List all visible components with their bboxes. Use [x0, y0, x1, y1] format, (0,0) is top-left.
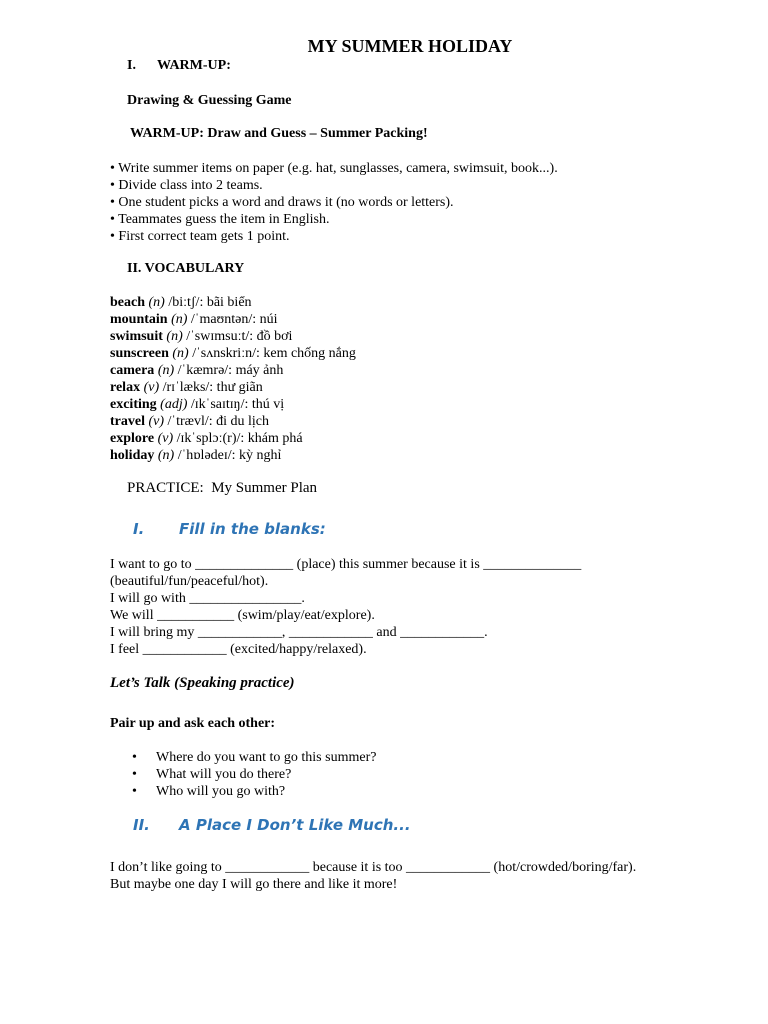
vocab-word: relax — [110, 380, 141, 395]
vocab-word: exciting — [110, 397, 157, 412]
practice-title: My Summer Plan — [211, 480, 318, 496]
vocab-def: /ˈtrævl/: đi du lịch — [164, 414, 270, 429]
dislike-title: A Place I Don’t Like Much... — [179, 816, 411, 834]
dislike-heading — [133, 816, 411, 834]
vocab-pos: (v) — [143, 380, 160, 395]
dislike-line: But maybe one day I will go there and like it more! — [110, 877, 398, 892]
vocab-word: holiday — [110, 448, 155, 463]
warmup-heading — [127, 58, 231, 74]
dislike-body — [110, 859, 636, 893]
warmup-step: • One student picks a word and draws it (no words or letters). — [110, 195, 454, 210]
vocab-pos: (n) — [157, 363, 175, 378]
vocab-pos: (v) — [148, 414, 165, 429]
dislike-num: II. — [133, 816, 150, 834]
fill-blank-line: We will ___________ (swim/play/eat/explore). — [110, 608, 375, 623]
vocab-item — [110, 379, 356, 396]
speaking-question: • What will you do there? — [110, 766, 376, 783]
vocab-word: beach — [110, 295, 145, 310]
vocab-pos: (n) — [166, 329, 183, 344]
vocab-word: mountain — [110, 312, 168, 327]
fill-blank-line: I will go with ________________. — [110, 591, 305, 606]
vocab-word: travel — [110, 414, 145, 429]
vocab-pos: (n) — [171, 312, 188, 327]
speaking-question: • Who will you go with? — [110, 783, 376, 800]
vocab-item — [110, 430, 356, 447]
vocab-pos: (n) — [157, 448, 175, 463]
warmup-step: • First correct team gets 1 point. — [110, 229, 290, 244]
speaking-question: • Where do you want to go this summer? — [110, 749, 376, 766]
fill-blanks-body — [110, 556, 581, 658]
vocab-word: sunscreen — [110, 346, 169, 361]
fill-blanks-num: I. — [133, 520, 145, 538]
fill-blank-line: I feel ____________ (excited/happy/relaxed). — [110, 642, 367, 657]
practice-heading — [127, 480, 317, 497]
vocab-pos: (adj) — [160, 397, 188, 412]
warmup-step: • Divide class into 2 teams. — [110, 178, 263, 193]
vocab-def: /ˈswɪmsuːt/: đồ bơi — [182, 329, 293, 344]
vocab-def: /ˈhɒlədeɪ/: kỳ nghỉ — [174, 448, 282, 463]
vocab-def: /rɪˈlæks/: thư giãn — [159, 380, 263, 395]
speaking-questions — [110, 749, 376, 800]
vocab-item — [110, 362, 356, 379]
vocabulary-list — [110, 294, 356, 464]
vocab-pos: (n) — [148, 295, 165, 310]
vocab-item — [110, 447, 356, 464]
vocab-item — [110, 345, 356, 362]
vocab-def: /ˈkæmrə/: máy ảnh — [174, 363, 284, 378]
speaking-heading: Let’s Talk (Speaking practice) — [110, 675, 295, 691]
dislike-line: I don’t like going to ____________ because it is too ____________ (hot/crowded/boring/far). — [110, 860, 637, 875]
fill-blank-line: I want to go to ______________ (place) this summer because it is ______________ — [110, 557, 582, 572]
warmup-heading-num: I. — [127, 58, 136, 73]
vocabulary-heading: II. VOCABULARY — [127, 261, 245, 276]
game-title: Drawing & Guessing Game — [127, 93, 292, 108]
vocab-pos: (n) — [172, 346, 189, 361]
warmup-subtitle: WARM-UP: Draw and Guess – Summer Packing! — [130, 126, 428, 141]
fill-blank-line: (beautiful/fun/peaceful/hot). — [110, 574, 269, 589]
vocab-def: /biːtʃ/: bãi biển — [164, 295, 252, 310]
vocab-word: camera — [110, 363, 155, 378]
vocab-item — [110, 328, 356, 345]
fill-blanks-title: Fill in the blanks: — [179, 520, 326, 538]
speaking-instruction: Pair up and ask each other: — [110, 716, 276, 731]
warmup-steps — [110, 160, 558, 245]
page-title: MY SUMMER HOLIDAY — [307, 36, 513, 56]
warmup-step: • Write summer items on paper (e.g. hat, sunglasses, camera, swimsuit, book...). — [110, 161, 558, 176]
vocab-item — [110, 396, 356, 413]
vocab-pos: (v) — [157, 431, 174, 446]
vocab-word: explore — [110, 431, 155, 446]
vocab-word: swimsuit — [110, 329, 163, 344]
vocab-def: /ˈsʌnskriːn/: kem chống nắng — [188, 346, 356, 361]
vocab-def: /ˈmaʊntən/: núi — [187, 312, 278, 327]
practice-label: PRACTICE: — [127, 480, 204, 496]
vocab-item — [110, 413, 356, 430]
vocab-def: /ɪkˈsplɔː(r)/: khám phá — [173, 431, 303, 446]
vocab-item — [110, 311, 356, 328]
fill-blank-line: I will bring my ____________, ____________ and ____________. — [110, 625, 488, 640]
vocab-item — [110, 294, 356, 311]
fill-blanks-heading — [133, 520, 326, 538]
warmup-heading-text: WARM-UP: — [157, 58, 231, 73]
warmup-step: • Teammates guess the item in English. — [110, 212, 330, 227]
vocab-def: /ɪkˈsaɪtɪŋ/: thú vị — [187, 397, 285, 412]
